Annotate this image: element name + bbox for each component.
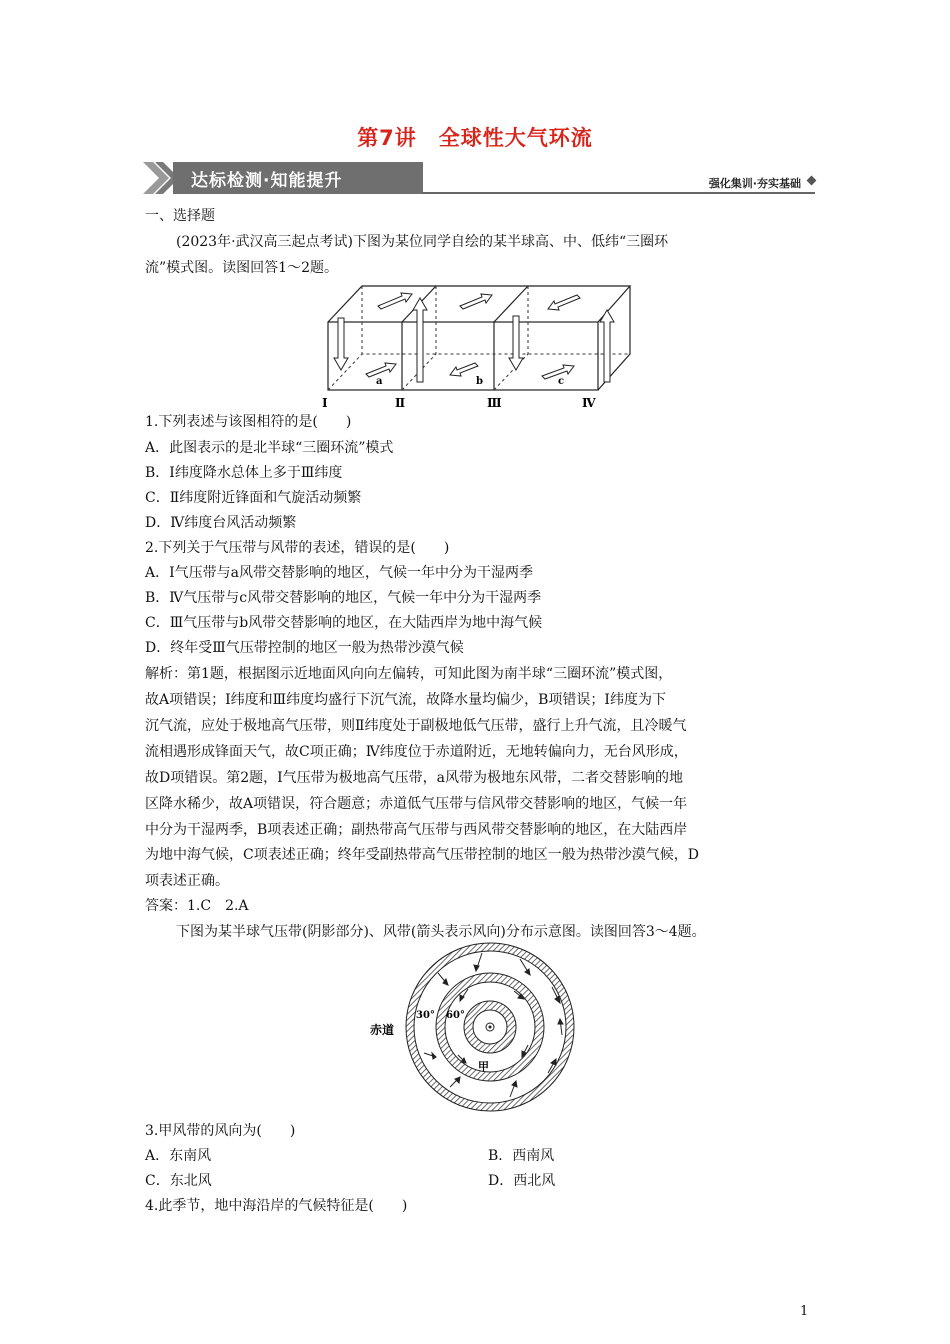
answer: 答案：1.C 2.A	[145, 898, 249, 914]
q4-stem: 4.此季节，地中海沿岸的气候特征是( )	[145, 1198, 408, 1214]
q1-option-a: A．此图表示的是北半球“三圈环流”模式	[145, 440, 394, 456]
section-banner	[143, 160, 815, 196]
q3-option-d: D．西北风	[488, 1173, 556, 1189]
arrow-up-4	[600, 310, 614, 382]
banner-left-text: 达标检测·知能提升	[191, 171, 343, 191]
lat30-label: 30°	[416, 1010, 435, 1021]
lat60-label: 60°	[446, 1010, 465, 1021]
circulation-diagram	[320, 280, 640, 412]
q3-stem: 3.甲风带的风向为( )	[145, 1123, 296, 1139]
arrow-up-2	[413, 298, 427, 382]
intro2: 下图为某半球气压带(阴影部分)、风带(箭头表示风向)分布示意图。读图回答3～4题。	[176, 924, 706, 940]
analysis-line: 中分为干湿两季，B项表述正确；副热带高气压带与西风带交替影响的地区，在大陆西岸	[145, 822, 688, 838]
q3-option-c: C．东北风	[145, 1173, 212, 1189]
q2-option-b: B．Ⅳ气压带与c风带交替影响的地区，气候一年中分为干湿两季	[145, 590, 542, 606]
q2-option-d: D．终年受Ⅲ气压带控制的地区一般为热带沙漠气候	[145, 640, 464, 656]
wind-label-a: a	[376, 376, 383, 387]
q3-option-b: B．西南风	[488, 1148, 555, 1164]
arrow-top-1	[378, 293, 412, 309]
q2-stem: 2.下列关于气压带与风带的表述，错误的是( )	[145, 540, 450, 556]
lat-label-2: Ⅱ	[395, 396, 406, 410]
section-heading: 一、选择题	[145, 208, 215, 224]
q2-option-c: C．Ⅲ气压带与b风带交替影响的地区，在大陆西岸为地中海气候	[145, 615, 543, 631]
arrow-down-1	[334, 318, 348, 370]
q3-option-a: A．东南风	[145, 1148, 212, 1164]
analysis-line: 解析：第1题，根据图示近地面风向向左偏转，可知此图为南半球“三圈环流”模式图，	[145, 666, 673, 682]
banner-right-text: 强化集训·夯实基础	[708, 177, 801, 190]
analysis-line: 故D项错误。第2题，Ⅰ气压带为极地高气压带，a风带为极地东风带，二者交替影响的地	[145, 770, 684, 786]
lat-label-4: Ⅳ	[582, 396, 596, 410]
arrow-top-3	[548, 295, 580, 310]
belt-rings	[406, 943, 574, 1111]
arrow-bottom-a	[366, 363, 396, 377]
analysis-line: 故A项错误；Ⅰ纬度和Ⅲ纬度均盛行下沉气流，故降水量均偏少，B项错误；Ⅰ纬度为下	[145, 692, 666, 708]
analysis-line: 流相遇形成锋面天气，故C项正确；Ⅳ纬度位于赤道附近，无地转偏向力，无台风形成，	[145, 744, 688, 760]
equator-label: 赤道	[370, 1023, 395, 1037]
arrow-top-2	[460, 294, 492, 309]
arrow-bottom-b	[450, 363, 478, 376]
page-number: 1	[800, 1304, 809, 1319]
q1-option-d: D．Ⅳ纬度台风活动频繁	[145, 515, 297, 531]
intro1-line: (2023年·武汉高三起点考试)下图为某位同学自绘的某半球高、中、低纬“三圈环	[176, 234, 669, 250]
lat-label-1: Ⅰ	[322, 396, 328, 410]
analysis-line: 为地中海气候，C项表述正确；终年受副热带高气压带控制的地区一般为热带沙漠气候，D	[145, 847, 699, 863]
q1-option-b: B．Ⅰ纬度降水总体上多于Ⅲ纬度	[145, 465, 343, 481]
q1-stem: 1.下列表述与该图相符的是( )	[145, 414, 352, 430]
q2-option-a: A．Ⅰ气压带与a风带交替影响的地区，气候一年中分为干湿两季	[145, 565, 533, 581]
analysis-line: 沉气流，应处于极地高气压带，则Ⅱ纬度处于副极地低气压带，盛行上升气流，且冷暖气	[145, 718, 687, 734]
analysis-line: 区降水稀少，故A项错误，符合题意；赤道低气压带与信风带交替影响的地区，气候一年	[145, 796, 688, 812]
intro1-line: 流”模式图。读图回答1～2题。	[145, 260, 338, 276]
analysis-line: 项表述正确。	[145, 873, 229, 889]
wind-label-b: b	[476, 376, 483, 387]
q1-option-c: C．Ⅱ纬度附近锋面和气旋活动频繁	[145, 490, 362, 506]
pressure-belt-diagram	[370, 942, 610, 1112]
jia-label: 甲	[478, 1060, 489, 1073]
wind-label-c: c	[558, 376, 565, 387]
lat-label-3: Ⅲ	[487, 396, 502, 410]
arrow-down-3	[509, 316, 523, 370]
page-title: 第7讲 全球性大气环流	[357, 126, 593, 150]
